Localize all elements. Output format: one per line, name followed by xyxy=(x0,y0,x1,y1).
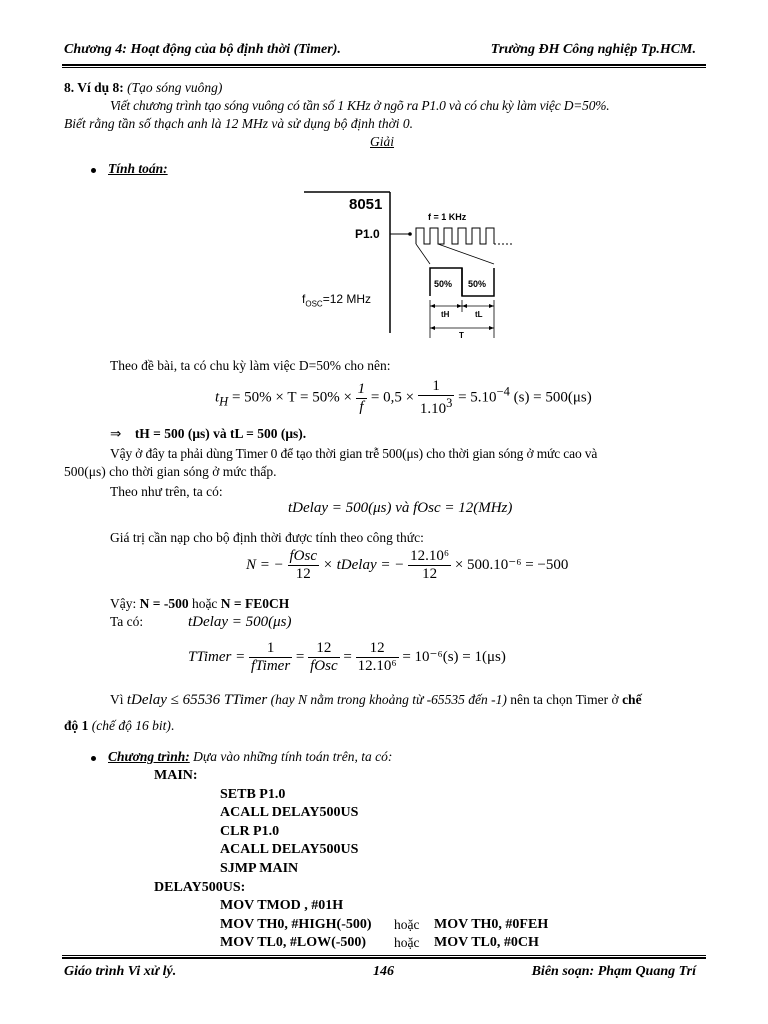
freq-label: f = 1 KHz xyxy=(428,212,467,222)
calc-heading: Tính toán: xyxy=(108,161,168,176)
code-alt: MOV TL0, #0CH xyxy=(434,935,539,951)
code-alt-word: hoặc xyxy=(394,935,420,951)
example-subtitle: (Tạo sóng vuông) xyxy=(127,80,223,95)
code-alt-word: hoặc xyxy=(394,916,420,932)
calc-para-5: Vậy: N = -500 hoặc N = FE0CH xyxy=(110,596,290,611)
calc-para-2: Vậy ở đây ta phải dùng Timer 0 để tạo thời gian trễ 500(μs) cho thời gian sóng ở mức cao và xyxy=(110,446,598,461)
code-line: MOV TL0, #LOW(-500) xyxy=(220,935,367,951)
code-line: MOV TMOD , #01H xyxy=(220,898,344,914)
header-left: Chương 4: Hoạt động của bộ định thời (Timer). xyxy=(64,42,341,57)
calc-para-7b: độ 1 (chế độ 16 bit). xyxy=(64,718,175,733)
calc-para-6: Ta có: xyxy=(110,614,144,629)
bullet-icon xyxy=(91,756,96,761)
code-line: MOV TH0, #HIGH(-500) xyxy=(220,916,372,932)
equation-delay: tDelay = 500(μs) và fOsc = 12(MHz) xyxy=(288,500,513,516)
header-rule xyxy=(62,64,706,66)
bullet-icon xyxy=(91,168,96,173)
footer-rule xyxy=(62,957,706,959)
code-line: CLR P1.0 xyxy=(220,823,280,839)
pin-label: P1.0 xyxy=(355,227,380,241)
example-desc-1: Viết chương trình tạo sóng vuông có tần số 1 KHz ở ngõ ra P1.0 và có chu kỳ làm việc D=50%. xyxy=(110,98,610,113)
calc-para-2b: 500(μs) cho thời gian sóng ở mức thấp. xyxy=(64,464,277,479)
result-line: ⇒ tH = 500 (μs) và tL = 500 (μs). xyxy=(110,426,307,441)
program-intro: Dựa vào những tính toán trên, ta có: xyxy=(193,749,393,764)
solution-label: Giải xyxy=(370,134,395,149)
code-alt: MOV TH0, #0FEH xyxy=(434,916,549,932)
code-label: DELAY500US: xyxy=(154,879,246,895)
code-label: MAIN: xyxy=(154,768,198,783)
calc-para-1: Theo đề bài, ta có chu kỳ làm việc D=50% cho nên: xyxy=(110,358,391,373)
footer-right: Biên soạn: Phạm Quang Trí xyxy=(531,964,696,979)
percent-low: 50% xyxy=(468,279,487,289)
header-right: Trường ĐH Công nghiệp Tp.HCM. xyxy=(490,42,696,57)
program-heading: Chương trình: xyxy=(108,749,190,764)
example-title xyxy=(64,80,222,96)
calc-para-4: Giá trị cần nạp cho bộ định thời được tính theo công thức: xyxy=(110,530,424,545)
percent-high: 50% xyxy=(434,279,453,289)
code-line: ACALL DELAY500US xyxy=(220,805,359,821)
chip-label: 8051 xyxy=(349,196,383,213)
equation-delay-2: tDelay = 500(μs) xyxy=(188,614,292,630)
tl-label: tL xyxy=(475,310,483,319)
code-line: SETB P1.0 xyxy=(220,786,286,802)
page-number: 146 xyxy=(373,964,394,979)
header-rule-thin xyxy=(62,67,706,68)
example-number: 8. Ví dụ 8: xyxy=(64,80,124,95)
code-line: SJMP MAIN xyxy=(220,861,299,876)
example-desc-2: Biết rằng tần số thạch anh là 12 MHz và sử dụng bộ định thời 0. xyxy=(64,116,414,131)
period-label: T xyxy=(459,331,464,340)
osc-label: $f_{OSC}=12$ MHz xyxy=(302,292,372,309)
th-label: tH xyxy=(441,310,450,319)
program-heading-line xyxy=(108,749,392,765)
code-line: ACALL DELAY500US xyxy=(220,842,359,858)
waveform-diagram xyxy=(300,188,530,348)
footer-rule-thin xyxy=(62,955,706,956)
calc-para-7: Vì tDelay ≤ 65536 TTimer (hay N nằm trong khoảng từ -65535 đến -1) nên ta chọn Timer ở chế xyxy=(110,692,642,708)
equation-timer: TTimer = $\frac{1}{\text{fTimer}}$ = $\frac{12}{\text{fOsc}}$ = $\frac{12}{\text{12.10⁶}}$ = 10⁻⁶(s) = 1(μs) xyxy=(188,640,506,674)
equation-th: $t_H = 50\% \times T = 50\%$ × $\frac{1}{f}$ = 0,5 × $\frac{1}{1.10^3}$ = $5.10^{-4}$ (s) = 500(μs) xyxy=(215,378,592,417)
equation-n: N = − $\frac{\text{fOsc}}{12}$ × tDelay = − $\frac{\text{12.10⁶}}{12}$ × 500.10⁻⁶ = −500 xyxy=(246,548,569,582)
footer-left: Giáo trình Vi xử lý. xyxy=(64,964,177,979)
calc-para-3: Theo như trên, ta có: xyxy=(110,484,223,499)
